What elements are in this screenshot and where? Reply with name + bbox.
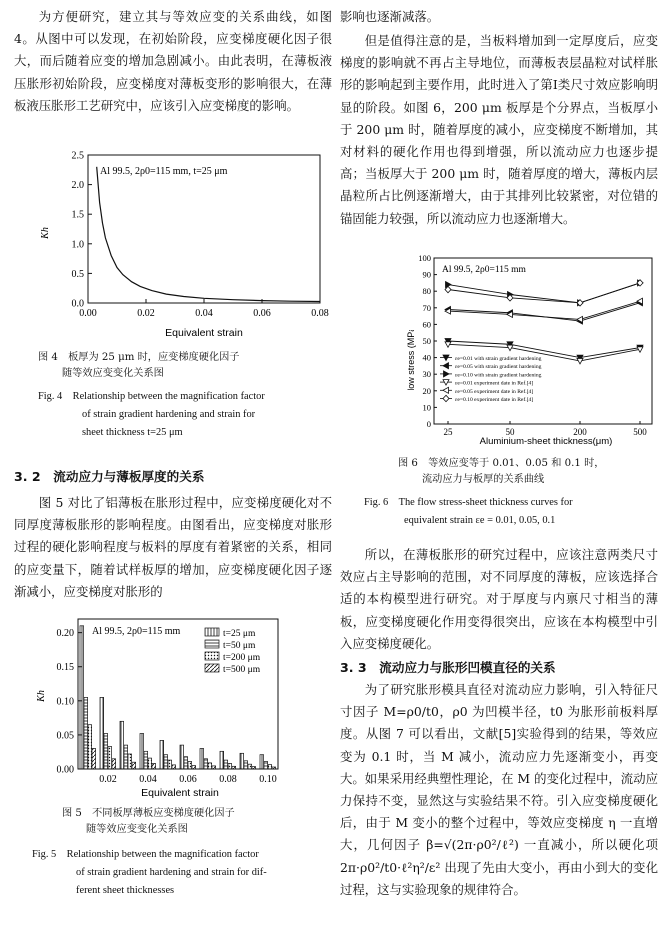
fig5-xtick-label: 0.06 [179, 774, 197, 785]
fig6-series-line [448, 283, 640, 303]
figure-6 [418, 252, 658, 448]
figure-5-chart [30, 612, 335, 802]
fig5-bar [88, 725, 92, 769]
fig4-ylabel: Kh [40, 227, 51, 239]
fig5-bar [180, 745, 184, 769]
fig6-ytick-label: 80 [422, 286, 431, 297]
fig4-xtick-label: 0.08 [311, 308, 329, 319]
fig5-bar [164, 755, 168, 769]
fig5-bar [112, 759, 116, 769]
fig5-bar [204, 759, 208, 769]
fig5-bar [80, 626, 84, 769]
fig5-caption-cn-2: 随等效应变变化关系图 [86, 824, 188, 835]
fig5-annotation: Al 99.5, 2ρ0=115 mm [92, 626, 181, 637]
fig6-point [443, 387, 449, 393]
fig5-bar [172, 765, 176, 769]
fig6-ylabel-wrap [404, 330, 418, 390]
figure-6-caption-en [364, 494, 664, 530]
right-paragraph-1: 但是值得注意的是，当板料增加到一定厚度后，应变梯度的影响就不再占主导地位，而薄板表层晶粒对试样胀形的影响起到主要作用，此时进入了第Ⅰ类尺寸效应影响明显的阶段。如图 6，200 μm 板厚是个分界点，当板厚小于 200 μm 时，随着厚度的减小，应变梯度不断增加，其对材料的硬化作用也得到增强，所以流动应力也逐步提高；当板厚大于 200 μm 时，随着厚度的增大，薄板内层晶粒所占比例逐渐增大，由于其排列比较紧密，对位错的锚固能力较强，所以流动应力也逐渐增大。 [340, 33, 658, 226]
fig5-legend-swatch [205, 640, 219, 648]
fig5-bar [260, 755, 264, 769]
fig6-caption-cn-2: 流动应力与板厚的关系曲线 [422, 474, 545, 485]
fig6-caption-cn-1: 图 6 等效应变等于 0.01、0.05 和 0.1 时， [398, 458, 605, 469]
fig5-bar [152, 764, 156, 770]
fig5-xlabel: Equivalent strain [141, 787, 219, 799]
fig4-xtick-label: 0.02 [137, 308, 155, 319]
fig5-bar [132, 762, 136, 769]
fig4-xtick-label: 0.06 [253, 308, 271, 319]
fig5-bar [232, 766, 236, 769]
fig5-xtick-label: 0.04 [139, 774, 157, 785]
fig4-ytick-label: 1.5 [71, 209, 84, 221]
fig5-bar [252, 767, 256, 769]
fig6-xtick-label: 25 [443, 427, 453, 437]
fig6-ytick-label: 30 [422, 369, 431, 380]
fig5-bar [120, 721, 124, 769]
fig5-legend-swatch [205, 664, 219, 672]
fig5-ytick-label: 0.20 [56, 628, 74, 640]
fig5-bar [140, 734, 144, 770]
fig5-bar [264, 762, 268, 770]
fig4-xlabel: Equivalent strain [165, 327, 243, 339]
fig4-ytick-label: 0.5 [71, 268, 84, 280]
fig5-ytick-label: 0.00 [56, 764, 74, 776]
fig5-legend-label: t=25 μm [223, 629, 256, 639]
fig5-bar [188, 762, 192, 770]
fig4-annotation: Al 99.5, 2ρ0=115 mm, t=25 μm [100, 166, 228, 177]
fig6-legend-label: εe=0.01 experiment date in Ref.[4] [455, 380, 534, 387]
fig6-series-line [448, 303, 640, 321]
fig5-bar [184, 757, 188, 769]
fig6-xtick-label: 200 [573, 427, 587, 437]
fig6-series-line [448, 301, 640, 319]
fig5-bar [240, 753, 244, 769]
fig5-bar [100, 697, 104, 769]
right-paragraph-3: 为了研究胀形模具直径对流动应力影响，引入特征尺寸因子 M=ρ0/t0，ρ0 为凹模半径，t0 为胀形前板料厚度。从图 7 可以看出，文献[5]实验得到的结果，等效应变为 0.1 时，当 M 减小，流动应力先逐渐变小，再变大。如果采用经典塑性理论，在 M 的变化过程中，流动应力保持不变，显然这与实验结果不符。引入应变梯度硬化后，由于 M 变小的整个过程中，等效应变梯度 η 一直增大，几何因子 β=√(2π·ρ0²/ℓ²) 一直减小，所以硬化项 2π·ρ0²/t0·ℓ²η²/ε² 出现了先由大变小，再由小到大的变化过程，这与实验现象的规律符合。 [340, 682, 658, 897]
fig6-annotation: Al 99.5, 2ρ0=115 mm [442, 265, 526, 275]
fig6-point [577, 358, 583, 364]
fig6-ytick-label: 0 [426, 419, 431, 429]
fig5-bar [228, 764, 232, 770]
fig4-xtick-label: 0.04 [195, 308, 213, 319]
right-lower-text [340, 544, 658, 901]
section-3-2-title: 3. 2 流动应力与薄板厚度的关系 [14, 469, 205, 484]
fig6-caption-en-1: Fig. 6 The flow stress-sheet thickness curves for [364, 497, 573, 508]
fig5-caption-en-2: of strain gradient hardening and strain for dif- [76, 867, 267, 878]
fig5-bar [224, 760, 228, 769]
fig6-legend-label: εe=0.10 with strain gradient hardening [455, 372, 542, 379]
fig6-xlabel: Aluminium-sheet thickness(μm) [479, 436, 613, 447]
fig6-ytick-label: 10 [422, 402, 431, 413]
right-paragraph-2: 所以，在薄板胀形的研究过程中，应该注意两类尺寸效应占主导影响的范围，对不同厚度的薄板，应该选择合适的本构模型进行研究。对于厚度与内禀尺寸相当的薄板，应变梯度硬化作用变得很突出，应该在本构模型中引入应变梯度硬化。 [340, 547, 658, 651]
fig5-bar [272, 767, 276, 769]
figure-5 [30, 612, 335, 802]
fig5-bar [200, 749, 204, 770]
fig6-point [443, 395, 449, 401]
fig6-legend-label: εe=0.01 with strain gradient hardening [455, 356, 542, 362]
figure-6-chart [418, 252, 658, 448]
fig4-caption-en-2: of strain gradient hardening and strain for [82, 409, 256, 420]
fig4-caption-en-3: sheet thickness t=25 μm [82, 427, 183, 438]
fig4-ytick-label: 0.0 [71, 298, 84, 310]
fig5-bar [268, 765, 272, 769]
fig4-ytick-label: 1.0 [71, 239, 84, 251]
fig4-caption-en-1: Fig. 4 Relationship between the magnification factor [38, 391, 265, 402]
fig4-caption-cn-1: 图 4 板厚为 25 μm 时，应变梯度硬化因子 [38, 352, 240, 363]
fig5-bar [108, 747, 112, 770]
fig5-legend-label: t=50 μm [223, 641, 256, 651]
fig6-ytick-label: 40 [422, 352, 431, 363]
fig5-bar [220, 751, 224, 769]
fig4-ytick-label: 2.0 [71, 180, 84, 192]
fig6-legend-label: εe=0.05 with strain gradient hardening [455, 364, 542, 371]
fig5-bar [192, 766, 196, 769]
fig5-bar [248, 764, 252, 769]
fig5-bar [104, 734, 108, 770]
fig6-ytick-label: 20 [422, 385, 431, 396]
fig6-point [444, 371, 450, 377]
fig5-ylabel: Kh [36, 690, 47, 702]
figure-6-caption [398, 456, 668, 488]
fig5-caption-en-1: Fig. 5 Relationship between the magnification factor [32, 849, 259, 860]
fig4-xtick-label: 0.00 [79, 308, 97, 319]
figure-5-caption-en [32, 846, 332, 900]
fig6-legend-label: εe=0.05 experiment date in Ref.[4] [455, 388, 534, 395]
fig4-plot-frame [88, 155, 320, 303]
fig5-legend-swatch [205, 652, 219, 660]
fig6-xtick-label: 50 [505, 427, 515, 437]
fig5-legend-swatch [205, 628, 219, 636]
fig5-caption-cn-1: 图 5 不同板厚薄板应变梯度硬化因子 [62, 808, 235, 819]
fig5-bar [144, 751, 148, 769]
fig5-xtick-label: 0.10 [259, 774, 277, 785]
fig6-point [443, 363, 449, 369]
fig5-bar [84, 697, 88, 769]
fig6-caption-en-2: equivalent strain εe = 0.01, 0.05, 0.1 [404, 515, 556, 526]
fig4-caption-cn-2: 随等效应变变化关系图 [62, 368, 164, 379]
fig6-ytick-label: 90 [422, 269, 431, 280]
fig6-xtick-label: 500 [633, 427, 647, 437]
fig5-ytick-label: 0.10 [56, 696, 74, 708]
fig5-legend-label: t=500 μm [223, 665, 261, 675]
fig5-bar [128, 754, 132, 769]
left-paragraph-1: 为方便研究，建立其与等效应变的关系曲线，如图 4。从图中可以发现，在初始阶段，应变梯度硬化因子很大，而后随着应变的增加急剧减小。由此表明，在薄板液压胀形初始阶段，应变梯度对薄板变形的影响很大，在薄板液压胀形工艺研究中，应该引入应变梯度的影响。 [14, 9, 332, 113]
fig5-bar [148, 758, 152, 769]
fig5-bar [124, 745, 128, 769]
figure-4 [30, 148, 330, 348]
section-3-3-title: 3. 3 流动应力与胀形凹模直径的关系 [340, 660, 556, 676]
section-3-2 [14, 466, 332, 603]
fig5-bar [92, 749, 96, 770]
fig5-xtick-label: 0.02 [99, 774, 117, 785]
right-paragraph-0: 影响也逐渐减落。 [340, 9, 440, 24]
fig5-caption-en-3: ferent sheet thicknesses [76, 885, 175, 896]
fig6-ytick-label: 70 [422, 302, 431, 313]
figure-4-caption [38, 350, 328, 442]
fig5-bar [212, 766, 216, 769]
left-paragraph-2: 图 5 对比了铝薄板在胀形过程中，应变梯度硬化对不同厚度薄板胀形的影响程度。由图看出，应变梯度对胀形过程的硬化影响程度与板料的厚度有着紧密的关系，相同的应变量下，随着试样板厚的增加，应变梯度硬化因子逐渐减小，应变梯度对胀形的 [14, 495, 332, 599]
fig5-legend-label: t=200 μm [223, 653, 261, 663]
fig5-ytick-label: 0.15 [56, 662, 74, 674]
fig5-bar [244, 761, 248, 769]
fig4-ytick-label: 2.5 [71, 150, 84, 162]
fig5-bar [168, 760, 172, 769]
fig5-xtick-label: 0.08 [219, 774, 237, 785]
fig6-ylabel: Flow stress (MPa) [406, 330, 416, 390]
fig6-ytick-label: 60 [422, 319, 431, 330]
fig4-series-line [97, 167, 320, 302]
fig5-bar [208, 763, 212, 769]
fig5-ytick-label: 0.05 [56, 730, 74, 742]
fig5-bar [160, 740, 164, 769]
figure-4-chart [30, 148, 330, 348]
fig6-legend-label: εe=0.10 experiment date in Ref.[4] [455, 397, 534, 403]
fig6-ytick-label: 100 [418, 253, 431, 263]
fig6-ytick-label: 50 [422, 336, 431, 346]
figure-5-caption [62, 806, 334, 838]
